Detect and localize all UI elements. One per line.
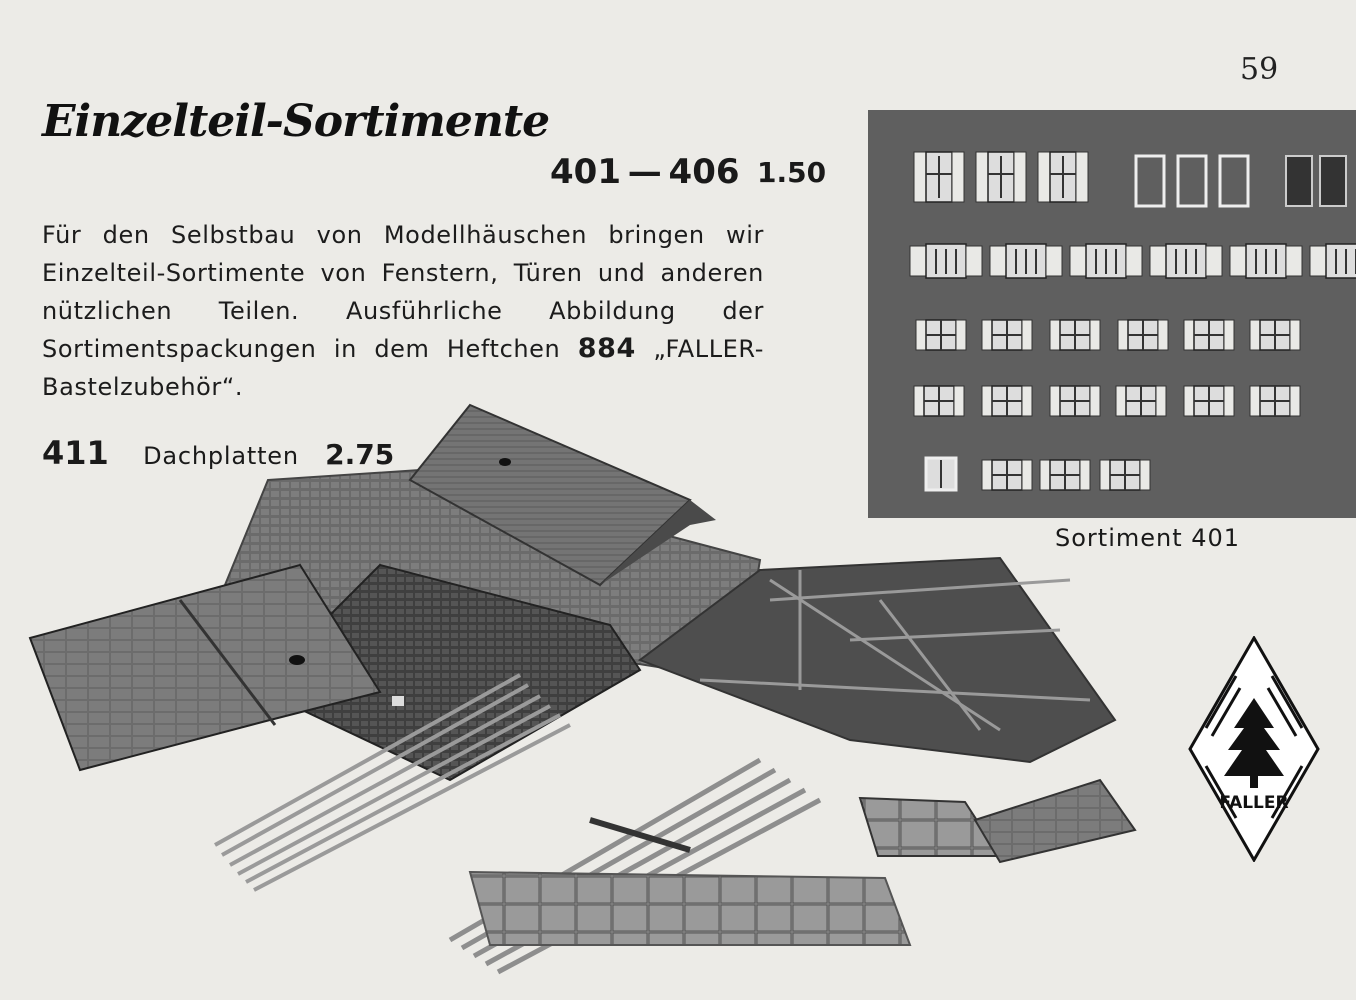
roof-item-number: 411 (42, 434, 109, 472)
faller-logo (1188, 636, 1320, 862)
page-title: Einzelteil-Sortimente (42, 96, 550, 147)
roof-item-price: 2.75 (325, 438, 395, 471)
roof-item-label: Dachplatten (143, 442, 299, 470)
logo-text: FALLER (1219, 793, 1289, 813)
roof-plates-photo (0, 400, 1160, 1000)
description-paragraph (42, 216, 764, 406)
page-number: 59 (1240, 52, 1279, 87)
description-text-1: Für den Selbstbau von Modellhäuschen bringen wir Einzelteil-Sortimente von Fenstern, Türen und anderen nützlichen Teilen. Ausführliche Abbildung der Sortimentspackungen in dem Heftchen (42, 221, 764, 363)
item-range-price: 1.50 (757, 156, 827, 189)
item-range-number: 401 — 406 (550, 152, 740, 192)
description-text-2: „FALLER-Bastelzubehör“. (42, 335, 764, 401)
sortiment-caption: Sortiment 401 (1055, 524, 1241, 552)
booklet-number: 884 (577, 333, 636, 364)
